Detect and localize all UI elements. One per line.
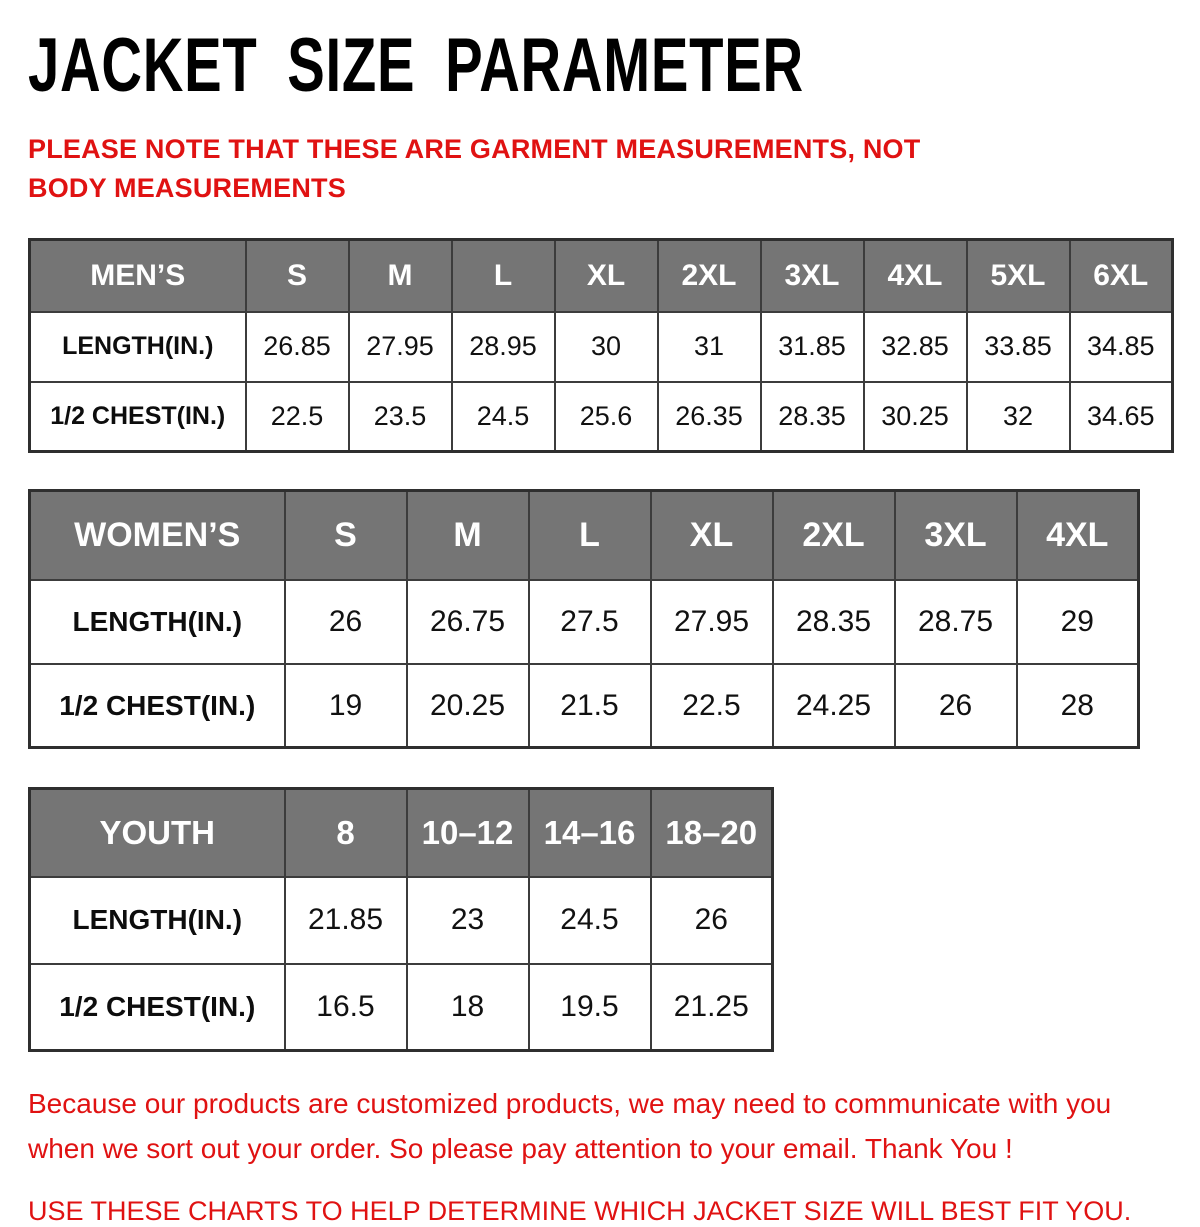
value-cell: 28.95 — [452, 312, 555, 382]
value-cell: 19.5 — [529, 964, 651, 1051]
womens-chest-row — [30, 664, 1139, 748]
row-label: LENGTH(IN.) — [30, 312, 246, 382]
value-cell: 26 — [651, 877, 773, 964]
value-cell: 24.5 — [529, 877, 651, 964]
value-cell: 16.5 — [285, 964, 407, 1051]
youth-length-row — [30, 877, 773, 964]
value-cell: 29 — [1017, 580, 1139, 664]
value-cell: 27.95 — [651, 580, 773, 664]
value-cell: 19 — [285, 664, 407, 748]
size-header-cell: L — [452, 240, 555, 312]
row-label: 1/2 CHEST(IN.) — [30, 382, 246, 452]
row-label: 1/2 CHEST(IN.) — [30, 964, 285, 1051]
size-header-cell: 5XL — [967, 240, 1070, 312]
value-cell: 25.6 — [555, 382, 658, 452]
size-header-cell: 4XL — [1017, 491, 1139, 580]
mens-length-row — [30, 312, 1173, 382]
womens-length-row — [30, 580, 1139, 664]
size-header-cell: 4XL — [864, 240, 967, 312]
value-cell: 34.85 — [1070, 312, 1173, 382]
value-cell: 30.25 — [864, 382, 967, 452]
mens-size-table — [28, 238, 1174, 453]
size-header-cell: 14–16 — [529, 789, 651, 877]
womens-table-title: WOMEN’S — [30, 491, 285, 580]
size-header-cell: 8 — [285, 789, 407, 877]
value-cell: 32 — [967, 382, 1070, 452]
value-cell: 27.95 — [349, 312, 452, 382]
value-cell: 24.5 — [452, 382, 555, 452]
row-label: LENGTH(IN.) — [30, 580, 285, 664]
value-cell: 27.5 — [529, 580, 651, 664]
youth-chest-row — [30, 964, 773, 1051]
value-cell: 28.35 — [773, 580, 895, 664]
size-header-cell: M — [407, 491, 529, 580]
row-label: 1/2 CHEST(IN.) — [30, 664, 285, 748]
value-cell: 33.85 — [967, 312, 1070, 382]
garment-measurement-note: PLEASE NOTE THAT THESE ARE GARMENT MEASUREMENTS, NOT BODY MEASUREMENTS — [28, 134, 921, 204]
value-cell: 26.75 — [407, 580, 529, 664]
size-header-cell: S — [285, 491, 407, 580]
mens-table-title: MEN’S — [30, 240, 246, 312]
value-cell: 26 — [895, 664, 1017, 748]
size-header-cell: S — [246, 240, 349, 312]
row-label: LENGTH(IN.) — [30, 877, 285, 964]
value-cell: 26.85 — [246, 312, 349, 382]
youth-size-table — [28, 787, 774, 1052]
customization-notice: Because our products are customized products, we may need to communicate with you when we sort out your order. So please pay attention to your email. Thank You ! — [28, 1088, 1112, 1165]
size-header-cell: XL — [651, 491, 773, 580]
value-cell: 26.35 — [658, 382, 761, 452]
size-header-cell: 10–12 — [407, 789, 529, 877]
value-cell: 31.85 — [761, 312, 864, 382]
womens-header-row — [30, 491, 1139, 580]
size-header-cell: M — [349, 240, 452, 312]
size-header-cell: L — [529, 491, 651, 580]
value-cell: 24.25 — [773, 664, 895, 748]
size-header-cell: 2XL — [773, 491, 895, 580]
value-cell: 34.65 — [1070, 382, 1173, 452]
value-cell: 30 — [555, 312, 658, 382]
size-header-cell: 6XL — [1070, 240, 1173, 312]
value-cell: 21.5 — [529, 664, 651, 748]
value-cell: 28 — [1017, 664, 1139, 748]
size-header-cell: 18–20 — [651, 789, 773, 877]
mens-chest-row — [30, 382, 1173, 452]
value-cell: 28.75 — [895, 580, 1017, 664]
size-header-cell: 3XL — [895, 491, 1017, 580]
value-cell: 21.85 — [285, 877, 407, 964]
fit-advice-line: USE THESE CHARTS TO HELP DETERMINE WHICH JACKET SIZE WILL BEST FIT YOU. — [28, 1195, 1132, 1226]
page-title: JACKET SIZE PARAMETER — [28, 23, 804, 108]
value-cell: 26 — [285, 580, 407, 664]
size-header-cell: XL — [555, 240, 658, 312]
value-cell: 32.85 — [864, 312, 967, 382]
value-cell: 28.35 — [761, 382, 864, 452]
value-cell: 31 — [658, 312, 761, 382]
youth-header-row — [30, 789, 773, 877]
size-header-cell: 3XL — [761, 240, 864, 312]
womens-size-table — [28, 489, 1140, 749]
youth-table-title: YOUTH — [30, 789, 285, 877]
value-cell: 21.25 — [651, 964, 773, 1051]
value-cell: 18 — [407, 964, 529, 1051]
value-cell: 20.25 — [407, 664, 529, 748]
value-cell: 22.5 — [246, 382, 349, 452]
value-cell: 23 — [407, 877, 529, 964]
size-header-cell: 2XL — [658, 240, 761, 312]
value-cell: 23.5 — [349, 382, 452, 452]
value-cell: 22.5 — [651, 664, 773, 748]
mens-header-row — [30, 240, 1173, 312]
